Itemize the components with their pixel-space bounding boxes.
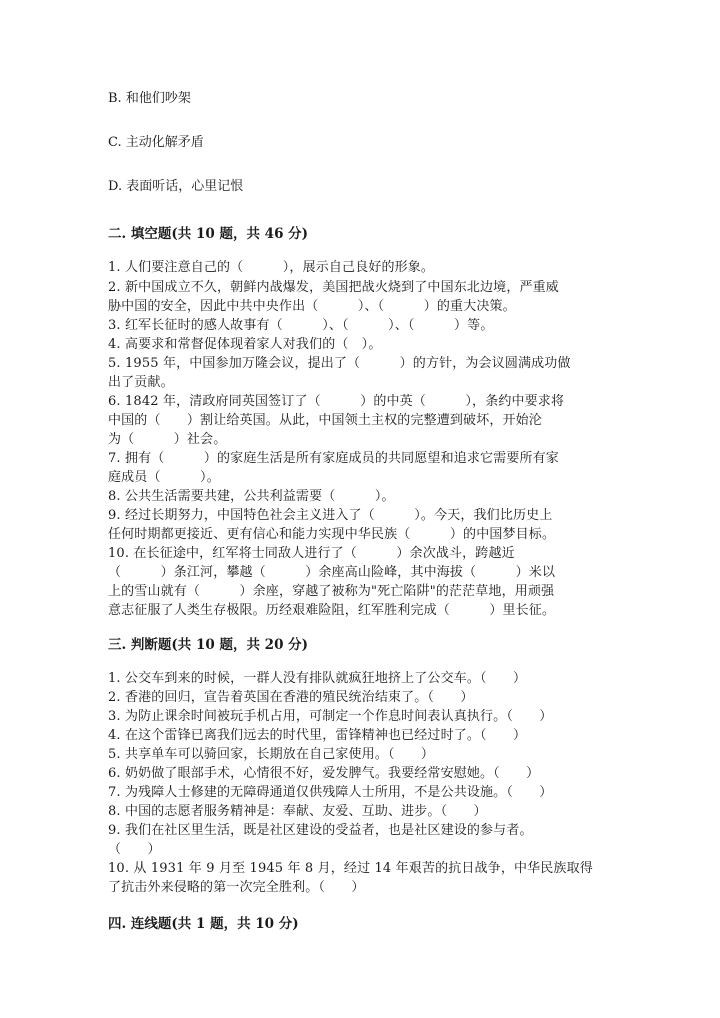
question-line: 7. 拥有（ ）的家庭生活是所有家庭成员的共同愿望和追求它需要所有家 <box>108 451 559 466</box>
question-line: 9. 我们在社区里生活，既是社区建设的受益者，也是社区建设的参与者。 <box>108 823 533 838</box>
section-heading-matching: 四. 连线题(共 1 题，共 10 分) <box>108 916 299 932</box>
question-line: 8. 中国的志愿者服务精神是：奉献、友爱、互助、进步。（ ） <box>108 804 487 819</box>
section-heading-fill-in: 二. 填空题(共 10 题，共 46 分) <box>108 226 309 242</box>
question-line: 9. 经过长期努力，中国特色社会主义进入了（ ）。今天，我们比历史上 <box>108 508 553 523</box>
question-line: 2. 香港的回归，宣告着英国在香港的殖民统治结束了。（ ） <box>108 690 474 705</box>
question-line: （ ）条江河，攀越（ ）余座高山险峰，其中海拔（ ）米以 <box>108 565 556 580</box>
question-line: 上的雪山就有（ ）余座，穿越了被称为"死亡陷阱"的茫茫草地，用顽强 <box>108 584 555 599</box>
question-line: 任何时期都更接近、更有信心和能力实现中华民族（ ）的中国梦目标。 <box>108 527 556 542</box>
question-line: 5. 1955 年，中国参加万隆会议，提出了（ ）的方针，为会议圆满成功做 <box>108 356 571 371</box>
question-line: 为（ ）社会。 <box>108 432 227 447</box>
option-d: D. 表面听话，心里记恨 <box>108 179 244 194</box>
question-line: 10. 在长征途中，红军将士同敌人进行了（ ）余次战斗，跨越近 <box>108 546 515 561</box>
question-line: 庭成员（ ）。 <box>108 470 220 485</box>
question-line: 1. 人们要注意自己的（ ），展示自己良好的形象。 <box>108 260 435 275</box>
question-line: 7. 为残障人士修建的无障碍通道仅供残障人士所用，不是公共设施。（ ） <box>108 785 553 800</box>
question-line: 3. 红军长征时的感人故事有（ ）、（ ）、（ ）等。 <box>108 318 494 333</box>
question-line: （ ） <box>108 842 161 857</box>
question-line: 胁中国的安全，因此中共中央作出（ ）、（ ）的重大决策。 <box>108 299 516 314</box>
question-line: 2. 新中国成立不久，朝鲜内战爆发，美国把战火烧到了中国东北边境，严重威 <box>108 280 559 295</box>
question-line: 5. 共享单车可以骑回家，长期放在自己家使用。（ ） <box>108 747 435 762</box>
section-heading-true-false: 三. 判断题(共 10 题，共 20 分) <box>108 637 309 653</box>
question-line: 了抗击外来侵略的第一次完全胜利。（ ） <box>108 880 365 895</box>
question-line: 出了贡献。 <box>108 375 174 390</box>
question-line: 4. 在这个雷锋已离我们远去的时代里，雷锋精神也已经过时了。（ ） <box>108 728 527 743</box>
question-line: 10. 从 1931 年 9 月至 1945 年 8 月，经过 14 年艰苦的抗日战争，中华民族取得 <box>108 861 593 876</box>
question-line: 6. 1842 年，清政府同英国签订了（ ）的中英（ ），条约中要求将 <box>108 394 565 409</box>
question-line: 8. 公共生活需要共建，公共利益需要（ ）。 <box>108 489 395 504</box>
question-line: 3. 为防止课余时间被玩手机占用，可制定一个作息时间表认真执行。（ ） <box>108 709 553 724</box>
question-line: 中国的（ ）割让给英国。从此，中国领土主权的完整遭到破坏，开始沦 <box>108 413 542 428</box>
question-line: 意志征服了人类生存极限。历经艰难险阻，红军胜利完成（ ）里长征。 <box>108 603 556 618</box>
question-line: 4. 高要求和常督促体现着家人对我们的（ ）。 <box>108 337 382 352</box>
option-b: B. 和他们吵架 <box>108 91 191 106</box>
option-c: C. 主动化解矛盾 <box>108 135 204 150</box>
question-line: 6. 奶奶做了眼部手术，心情很不好，爱发脾气。我要经常安慰她。（ ） <box>108 766 540 781</box>
question-line: 1. 公交车到来的时候，一群人没有排队就疯狂地挤上了公交车。（ ） <box>108 671 527 686</box>
